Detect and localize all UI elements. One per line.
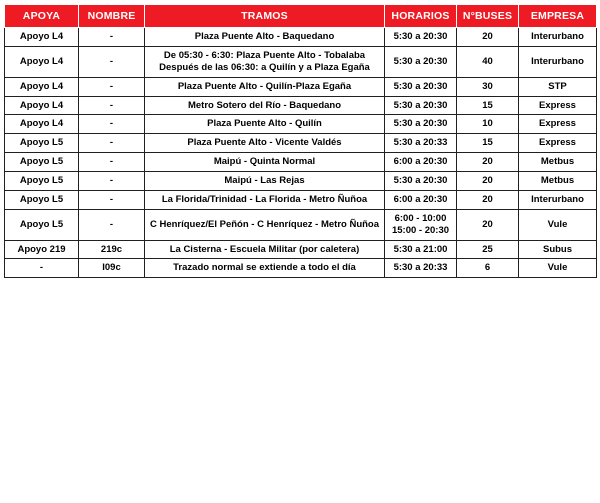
cell-apoya: Apoyo L5 — [5, 190, 79, 209]
column-header-tramos: TRAMOS — [145, 5, 385, 28]
table-row — [5, 96, 597, 115]
cell-apoya: Apoyo L4 — [5, 28, 79, 47]
cell-tramos: De 05:30 - 6:30: Plaza Puente Alto - Tobalaba Después de las 06:30: a Quilín y a Plaza Egaña — [145, 46, 385, 77]
cell-tramos: La Cisterna - Escuela Militar (por caletera) — [145, 240, 385, 259]
cell-tramos: Plaza Puente Alto - Baquedano — [145, 28, 385, 47]
cell-tramos: C Henríquez/El Peñón - C Henríquez - Metro Ñuñoa — [145, 209, 385, 240]
cell-tramos: Trazado normal se extiende a todo el día — [145, 259, 385, 278]
column-header-nombre: NOMBRE — [79, 5, 145, 28]
cell-buses: 20 — [457, 190, 519, 209]
cell-empresa: Vule — [519, 259, 597, 278]
table-body — [5, 28, 597, 278]
cell-buses: 20 — [457, 153, 519, 172]
cell-empresa: Interurbano — [519, 46, 597, 77]
cell-apoya: Apoyo L4 — [5, 77, 79, 96]
cell-tramos: Metro Sotero del Río - Baquedano — [145, 96, 385, 115]
cell-horarios: 5:30 a 21:00 — [385, 240, 457, 259]
cell-buses: 15 — [457, 134, 519, 153]
cell-apoya: Apoyo L5 — [5, 172, 79, 191]
table-row — [5, 190, 597, 209]
table-row — [5, 172, 597, 191]
cell-nombre: - — [79, 96, 145, 115]
cell-buses: 20 — [457, 172, 519, 191]
cell-nombre: - — [79, 115, 145, 134]
cell-buses: 20 — [457, 209, 519, 240]
cell-horarios: 5:30 a 20:33 — [385, 134, 457, 153]
table-row — [5, 134, 597, 153]
cell-buses: 6 — [457, 259, 519, 278]
cell-empresa: Express — [519, 115, 597, 134]
cell-nombre: 219c — [79, 240, 145, 259]
cell-buses: 15 — [457, 96, 519, 115]
cell-buses: 20 — [457, 28, 519, 47]
cell-nombre: - — [79, 77, 145, 96]
cell-tramos: Plaza Puente Alto - Quilín-Plaza Egaña — [145, 77, 385, 96]
cell-horarios: 5:30 a 20:30 — [385, 172, 457, 191]
cell-nombre: - — [79, 172, 145, 191]
table-row — [5, 209, 597, 240]
cell-buses: 40 — [457, 46, 519, 77]
table-row — [5, 259, 597, 278]
cell-empresa: Metbus — [519, 153, 597, 172]
cell-nombre: - — [79, 28, 145, 47]
cell-nombre: - — [79, 134, 145, 153]
cell-horarios: 5:30 a 20:30 — [385, 77, 457, 96]
column-header-apoya: APOYA — [5, 5, 79, 28]
cell-horarios: 6:00 - 10:00 15:00 - 20:30 — [385, 209, 457, 240]
table-row — [5, 46, 597, 77]
cell-horarios: 5:30 a 20:33 — [385, 259, 457, 278]
cell-tramos: Plaza Puente Alto - Quilín — [145, 115, 385, 134]
cell-empresa: Interurbano — [519, 190, 597, 209]
table-row — [5, 240, 597, 259]
cell-apoya: Apoyo 219 — [5, 240, 79, 259]
cell-tramos: La Florida/Trinidad - La Florida - Metro Ñuñoa — [145, 190, 385, 209]
cell-empresa: Express — [519, 134, 597, 153]
cell-nombre: I09c — [79, 259, 145, 278]
cell-buses: 10 — [457, 115, 519, 134]
table-row — [5, 28, 597, 47]
table-row — [5, 115, 597, 134]
cell-tramos: Maipú - Quinta Normal — [145, 153, 385, 172]
cell-horarios: 6:00 a 20:30 — [385, 190, 457, 209]
cell-horarios: 5:30 a 20:30 — [385, 115, 457, 134]
cell-empresa: Express — [519, 96, 597, 115]
cell-empresa: Vule — [519, 209, 597, 240]
bus-schedule-table — [4, 4, 597, 278]
cell-tramos: Plaza Puente Alto - Vicente Valdés — [145, 134, 385, 153]
column-header-horarios: HORARIOS — [385, 5, 457, 28]
cell-horarios: 5:30 a 20:30 — [385, 46, 457, 77]
cell-apoya: Apoyo L5 — [5, 209, 79, 240]
cell-horarios: 5:30 a 20:30 — [385, 28, 457, 47]
cell-empresa: Interurbano — [519, 28, 597, 47]
table-header-row — [5, 5, 597, 28]
cell-nombre: - — [79, 190, 145, 209]
cell-apoya: Apoyo L4 — [5, 96, 79, 115]
cell-tramos: Maipú - Las Rejas — [145, 172, 385, 191]
cell-apoya: Apoyo L4 — [5, 46, 79, 77]
cell-horarios: 5:30 a 20:30 — [385, 96, 457, 115]
cell-nombre: - — [79, 46, 145, 77]
cell-apoya: Apoyo L4 — [5, 115, 79, 134]
cell-empresa: Subus — [519, 240, 597, 259]
cell-nombre: - — [79, 209, 145, 240]
table-header — [5, 5, 597, 28]
column-header-buses: N°BUSES — [457, 5, 519, 28]
table-row — [5, 77, 597, 96]
cell-apoya: - — [5, 259, 79, 278]
cell-empresa: STP — [519, 77, 597, 96]
table-row — [5, 153, 597, 172]
cell-empresa: Metbus — [519, 172, 597, 191]
column-header-empresa: EMPRESA — [519, 5, 597, 28]
cell-buses: 25 — [457, 240, 519, 259]
cell-apoya: Apoyo L5 — [5, 134, 79, 153]
cell-buses: 30 — [457, 77, 519, 96]
cell-horarios: 6:00 a 20:30 — [385, 153, 457, 172]
cell-apoya: Apoyo L5 — [5, 153, 79, 172]
cell-nombre: - — [79, 153, 145, 172]
